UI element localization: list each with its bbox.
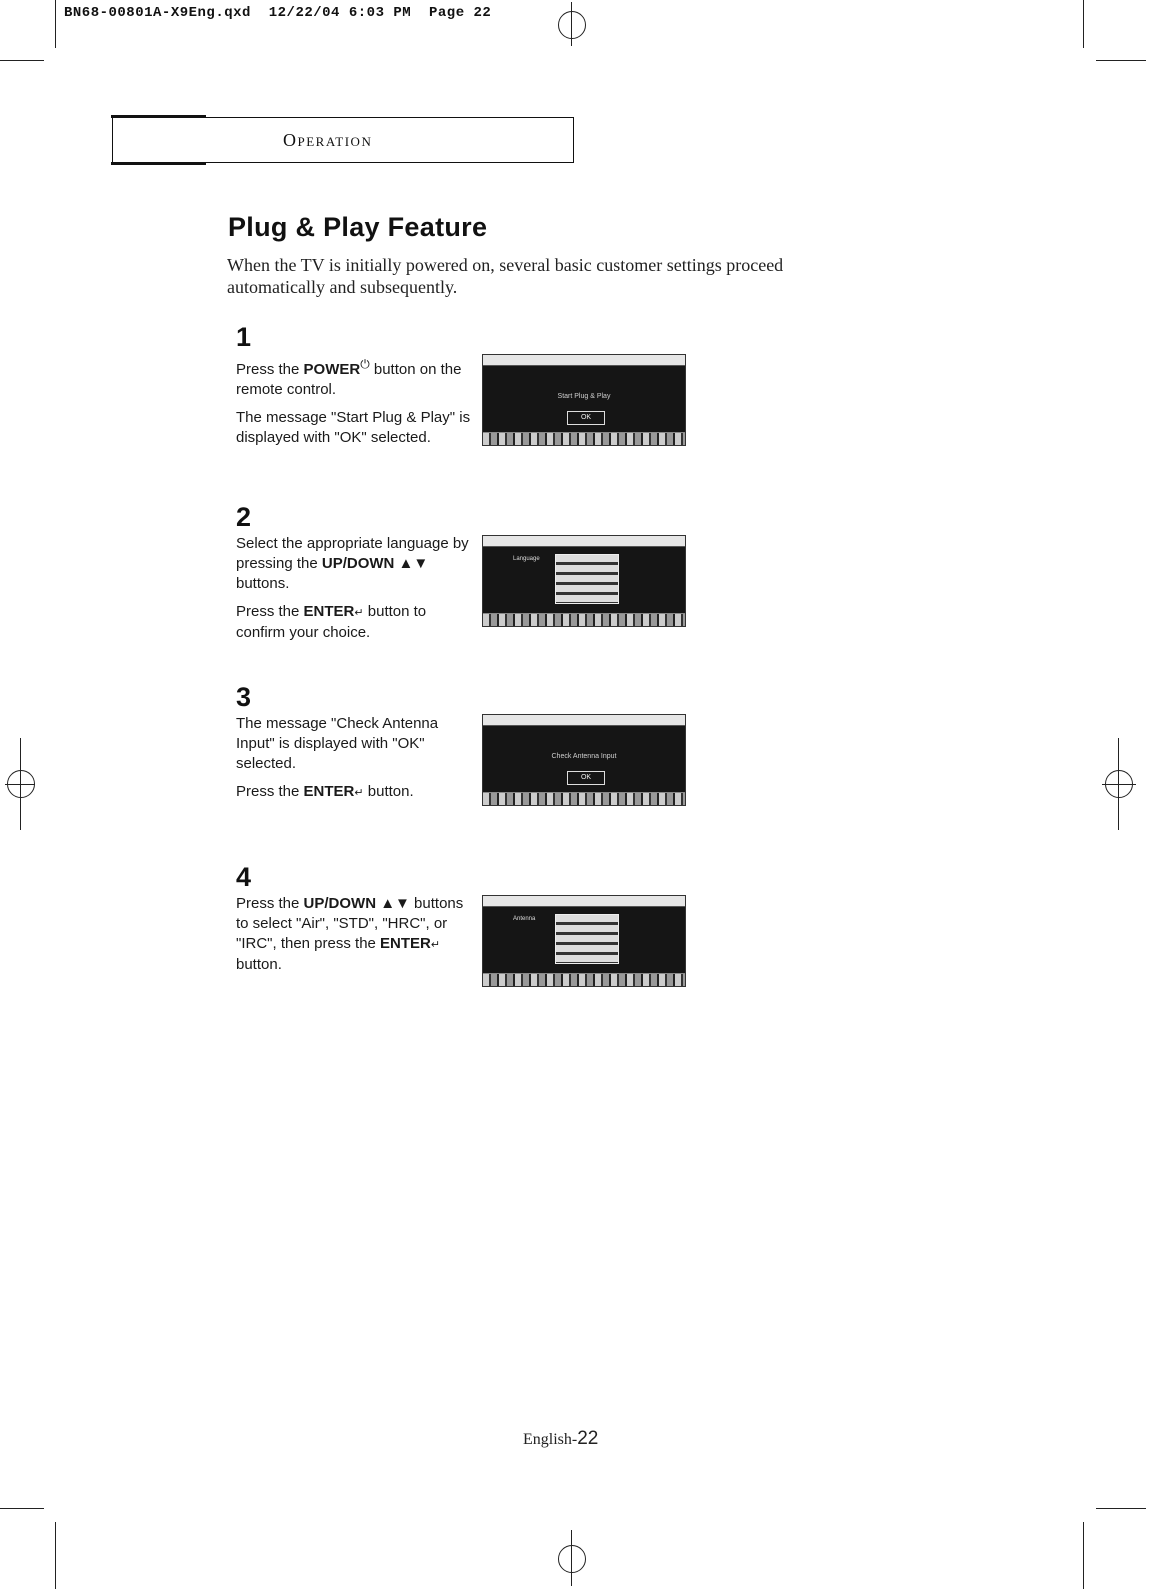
section-header [112,117,574,163]
screen-message: Check Antenna Input [551,753,617,760]
section-title: Operation [283,130,373,150]
step-2-text [236,534,476,651]
text: Select the appropriate language by pressing the [236,535,469,572]
step-3-message: The message "Check Antenna Input" is displayed with "OK" selected. [236,715,439,772]
header-rule [111,162,206,165]
key-name: ENTER [303,783,355,800]
crop-mark [55,1522,56,1589]
step-3-text [236,714,476,811]
text: Press the [236,361,304,378]
key-name: POWER [303,361,361,378]
crop-mark [0,1508,44,1509]
text: button on the remote control. [236,361,462,398]
text: buttons to select "Air", "STD", "HRC", or "IRC", then press the [236,895,464,952]
screen-option-list [555,554,619,604]
step-1-instruction [236,354,476,400]
screen-help-bar [483,792,685,805]
tv-screen-antenna-check [482,714,686,806]
step-number: 1 [236,322,252,352]
print-slug [64,5,491,21]
key-name: UP/DOWN ▲▼ [321,555,429,572]
crop-mark [55,0,56,48]
step-3-instruction [236,782,476,803]
registration-mark-icon [7,770,35,798]
enter-icon: ↵ [430,939,441,951]
key-name: ENTER [380,935,431,952]
tv-screen-start [482,354,686,446]
slug-date: 12/22/04 [268,5,340,21]
screen-option-list [555,914,619,964]
step-number: 4 [236,862,252,892]
step-1-text [236,354,476,456]
text: Press the [236,895,304,912]
page-footer [523,1428,598,1450]
enter-icon: ↵ [354,787,364,799]
key-name: UP/DOWN ▲▼ [303,895,410,912]
screen-help-bar [483,613,685,626]
text: button. [236,956,282,973]
tv-screen-antenna-select [482,895,686,987]
screen-label: Language [513,556,540,562]
slug-time: 6:03 PM [348,5,412,21]
step-1-message: The message "Start Plug & Play" is displayed with "OK" selected. [236,409,471,446]
page-number: 22 [577,1428,599,1449]
screen-title-bar [483,896,685,907]
screen-ok-button: OK [567,411,605,425]
step-2-confirm [236,602,476,643]
registration-mark-icon [1105,770,1133,798]
screen-help-bar [483,432,685,445]
screen-title-bar [483,355,685,366]
crop-mark [1096,1508,1146,1509]
enter-icon: ↵ [354,607,364,619]
header-rule [111,115,206,118]
screen-label: Antenna [513,916,536,922]
screen-title-bar [483,715,685,726]
registration-mark-icon [558,11,586,39]
slug-page: Page 22 [429,5,492,21]
screen-ok-button: OK [567,771,605,785]
screen-help-bar [483,973,685,986]
step-4-text [236,894,476,983]
slug-file: BN68-00801A-X9Eng.qxd [64,5,251,21]
page-title: Plug & Play Feature [228,212,488,242]
screen-title-bar [483,536,685,547]
crop-mark [0,60,44,61]
text: button to confirm your choice. [236,603,427,641]
step-number: 3 [236,682,252,712]
power-icon: ⏻ [360,357,370,371]
text: buttons. [236,575,290,592]
step-number: 2 [236,502,252,532]
text: Press the [236,783,304,800]
step-4-instruction [236,894,476,975]
crop-mark [1083,0,1084,48]
tv-screen-language [482,535,686,627]
key-name: ENTER [303,603,355,620]
registration-mark-icon [558,1545,586,1573]
text: button. [363,783,414,800]
screen-message: Start Plug & Play [557,393,611,400]
footer-prefix: English- [523,1431,578,1448]
crop-mark [1083,1522,1084,1589]
text: Press the [236,603,304,620]
intro-paragraph: When the TV is initially powered on, several basic customer settings proceed automatically and subsequently. [227,255,784,297]
step-2-instruction [236,534,476,594]
crop-mark [1096,60,1146,61]
